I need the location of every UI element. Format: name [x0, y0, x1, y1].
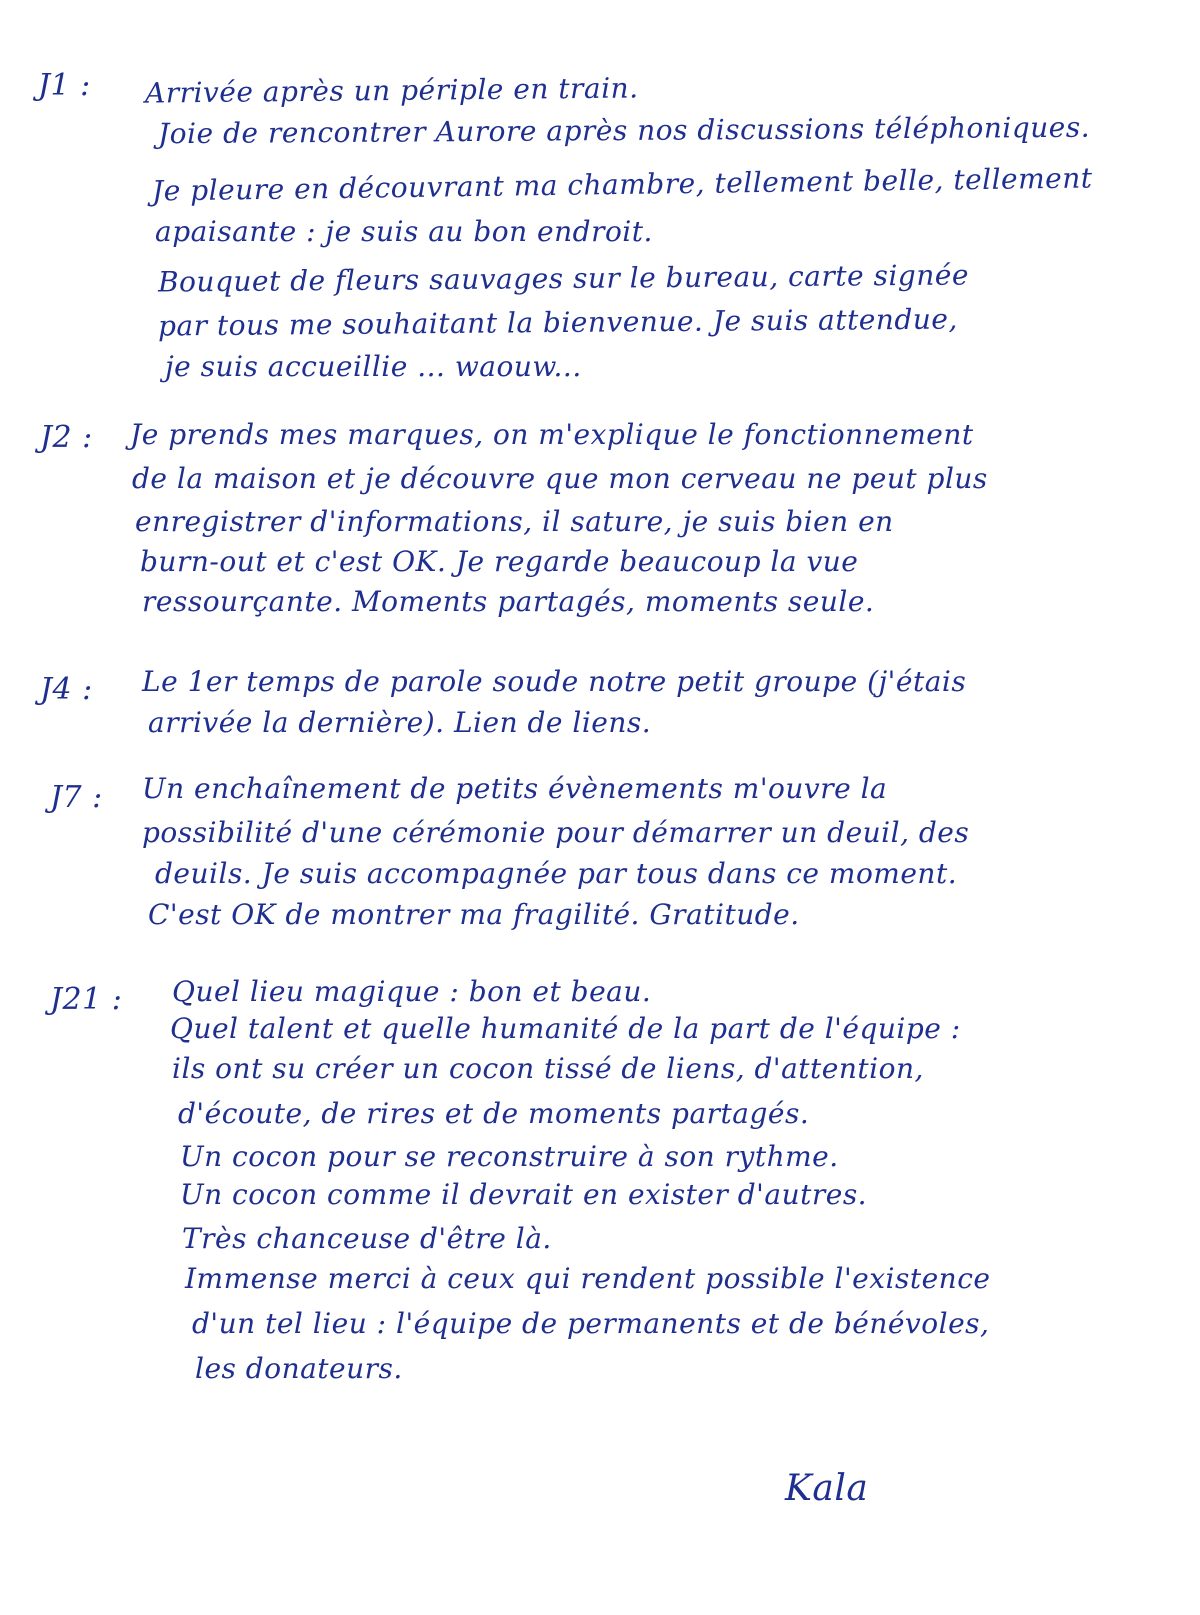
- entry-line: Un enchaînement de petits évènements m'ouvre la: [142, 772, 888, 805]
- entry-line: Très chanceuse d'être là.: [182, 1222, 552, 1255]
- entry-line: je suis accueillie ... waouw...: [165, 350, 582, 383]
- entry-line: enregistrer d'informations, il sature, je suis bien en: [135, 505, 894, 538]
- entry-line: C'est OK de montrer ma fragilité. Gratitude.: [148, 898, 800, 931]
- entry-line: Un cocon comme il devrait en exister d'autres.: [180, 1178, 868, 1211]
- day-label: J7 :: [50, 780, 103, 815]
- entry-line: Arrivée après un périple en train.: [144, 71, 639, 110]
- entry-line: Bouquet de fleurs sauvages sur le bureau, carte signée: [157, 258, 970, 299]
- entry-line: apaisante : je suis au bon endroit.: [155, 215, 653, 248]
- entry-line: de la maison et je découvre que mon cerveau ne peut plus: [132, 462, 988, 495]
- entry-line: par tous me souhaitant la bienvenue. Je suis attendue,: [157, 302, 958, 343]
- day-label: J4 :: [40, 672, 93, 707]
- entry-line: Joie de rencontrer Aurore après nos discussions téléphoniques.: [157, 110, 1091, 151]
- entry-line: burn-out et c'est OK. Je regarde beaucoup la vue: [140, 545, 859, 578]
- entry-line: Quel talent et quelle humanité de la part de l'équipe :: [170, 1012, 961, 1045]
- day-label: J1 :: [38, 68, 91, 103]
- entry-line: possibilité d'une cérémonie pour démarrer un deuil, des: [142, 816, 970, 849]
- entry-line: d'écoute, de rires et de moments partagés.: [178, 1097, 810, 1130]
- entry-line: Quel lieu magique : bon et beau.: [172, 975, 652, 1008]
- entry-line: Un cocon pour se reconstruire à son rythme.: [180, 1140, 839, 1173]
- entry-line: les donateurs.: [195, 1352, 403, 1385]
- entry-line: arrivée la dernière). Lien de liens.: [148, 706, 652, 739]
- day-label: J21 :: [50, 982, 123, 1017]
- entry-line: d'un tel lieu : l'équipe de permanents et de bénévoles,: [192, 1307, 990, 1340]
- signature: Kala: [785, 1468, 869, 1509]
- entry-line: deuils. Je suis accompagnée par tous dans ce moment.: [155, 857, 958, 890]
- entry-line: Je pleure en découvrant ma chambre, tellement belle, tellement: [151, 161, 1093, 208]
- entry-line: Je prends mes marques, on m'explique le fonctionnement: [130, 418, 974, 451]
- entry-line: Immense merci à ceux qui rendent possible l'existence: [185, 1262, 991, 1295]
- entry-line: ils ont su créer un cocon tissé de liens, d'attention,: [172, 1052, 924, 1085]
- day-label: J2 :: [40, 420, 93, 455]
- entry-line: ressourçante. Moments partagés, moments seule.: [142, 585, 875, 618]
- entry-line: Le 1er temps de parole soude notre petit groupe (j'étais: [142, 665, 967, 698]
